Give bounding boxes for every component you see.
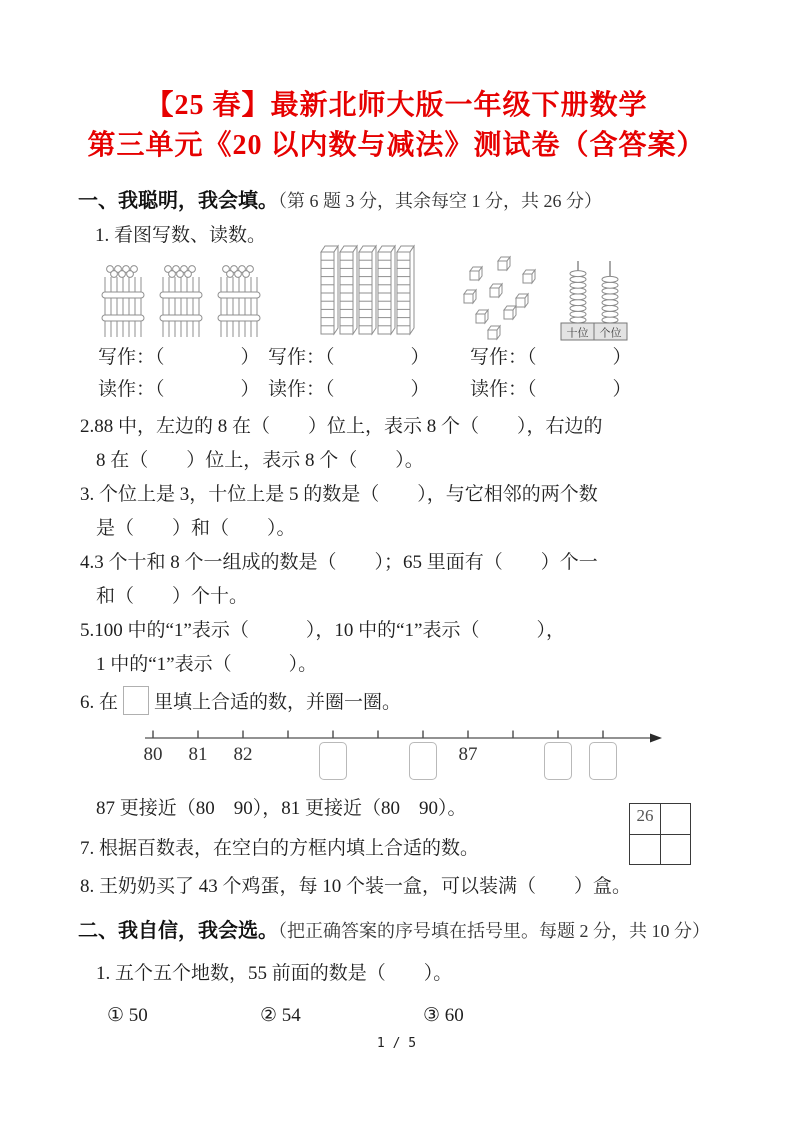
question-3-line-2: 是（ ）和（ ）。	[96, 518, 296, 539]
section1-heading-text: 一、我聪明，我会填。	[78, 190, 278, 212]
number-line-tick-label: 82	[233, 744, 253, 765]
question-8-text: 8. 王奶奶买了 43 个鸡蛋，每 10 个装一盒，可以装满（ ）盒。	[80, 876, 632, 897]
question-4-line-2: 和（ ）个十。	[96, 586, 249, 607]
question-6-text	[80, 686, 793, 720]
number-line-answer-box	[589, 742, 617, 780]
section2-question-1-text: 1. 五个五个地数，55 前面的数是（ ）。	[96, 963, 453, 984]
write-answer-row	[98, 342, 793, 374]
page-number: 1 / 5	[376, 1036, 417, 1051]
worksheet-title	[0, 0, 793, 166]
number-line	[145, 722, 685, 788]
section1-heading	[78, 188, 793, 215]
grid-cell-value: 26	[636, 806, 654, 825]
fill-box-icon	[123, 686, 149, 715]
read-blank-3: 读作：（ ）	[470, 379, 632, 400]
option-3: ③ 60	[423, 1005, 464, 1026]
section1-score-note: （第 6 题 3 分，其余每空 1 分，共 26 分）	[278, 191, 602, 211]
question-6-suffix: 里填上合适的数，并圈一圈。	[154, 692, 402, 713]
read-blank-1: 读作：（ ）	[98, 379, 260, 400]
question-6-prefix: 6. 在	[80, 692, 119, 713]
stick-bundles-figure	[100, 262, 262, 342]
abacus-column-label: 个位	[599, 327, 622, 340]
abacus-figure	[560, 260, 630, 342]
read-answer-row	[98, 374, 793, 406]
title-line-1: 【25 春】最新北师大版一年级下册数学	[145, 90, 648, 121]
write-blank-3: 写作：（ ）	[470, 347, 632, 368]
read-blank-2: 读作：（ ）	[268, 379, 430, 400]
abacus-column-label: 十位	[566, 327, 589, 340]
question-1-text: 1. 看图写数、读数。	[95, 225, 267, 246]
question-2-line-2: 8 在（ ）位上，表示 8 个（ ）。	[96, 450, 424, 471]
question-3-line-1: 3. 个位上是 3，十位上是 5 的数是（ ），与它相邻的两个数	[80, 484, 598, 505]
question-4-line-1: 4.3 个十和 8 个一组成的数是（ ）；65 里面有（ ）个一	[80, 552, 598, 573]
question-5-line-2: 1 中的“1”表示（ ）。	[96, 654, 318, 675]
option-2: ② 54	[260, 1005, 301, 1026]
question-1-figures	[100, 250, 793, 342]
number-line-tick-label: 80	[143, 744, 163, 765]
number-line-answer-box	[319, 742, 347, 780]
section2-heading	[78, 918, 793, 945]
grid-horizontal-divider	[630, 834, 690, 835]
section2-score-note: （把正确答案的序号填在括号里。每题 2 分，共 10 分）	[278, 921, 710, 941]
question-2-line-1: 2.88 中，左边的 8 在（ ）位上，表示 8 个（ ），右边的	[80, 416, 603, 437]
options-row	[107, 1001, 793, 1031]
section2-heading-text: 二、我自信，我会选。	[78, 920, 278, 942]
write-blank-2: 写作：（ ）	[268, 347, 430, 368]
number-line-answer-box	[409, 742, 437, 780]
number-line-answer-box	[544, 742, 572, 780]
question-6-closer-line: 87 更接近（80 90），81 更接近（80 90）。	[96, 798, 467, 819]
title-line-2: 第三单元《20 以内数与减法》测试卷（含答案）	[87, 130, 706, 161]
write-blank-1: 写作：（ ）	[98, 347, 260, 368]
base-ten-blocks-figure	[320, 242, 538, 342]
question-5-line-1: 5.100 中的“1”表示（ ），10 中的“1”表示（ ），	[80, 620, 565, 641]
option-1: ① 50	[107, 1005, 148, 1026]
number-line-tick-label: 81	[188, 744, 208, 765]
question-7-text: 7. 根据百数表，在空白的方框内填上合适的数。	[80, 838, 480, 859]
number-line-tick-label: 87	[458, 744, 478, 765]
hundred-chart-grid	[629, 803, 691, 865]
